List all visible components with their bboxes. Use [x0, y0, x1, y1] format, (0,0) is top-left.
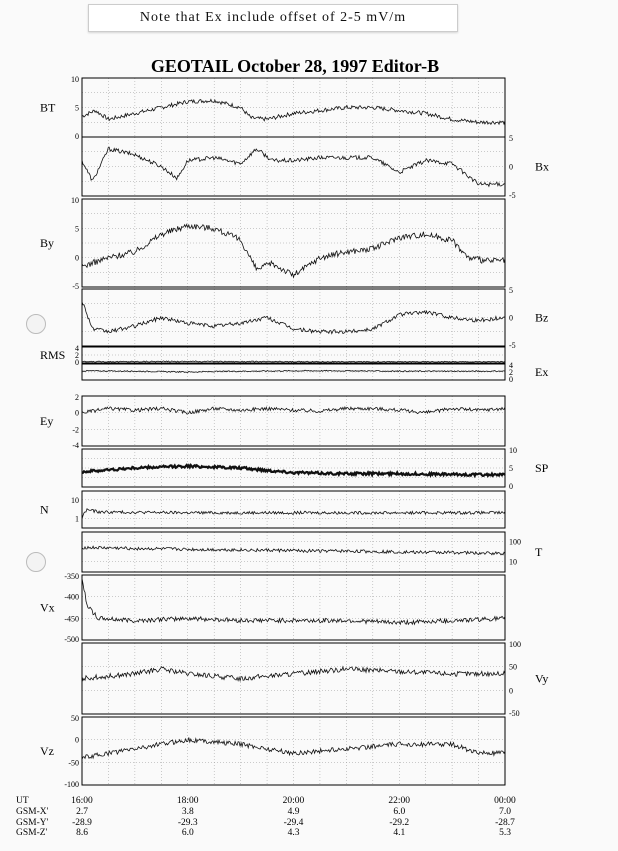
tick-label: 100 — [509, 640, 521, 649]
panel-vz — [40, 714, 505, 789]
tick-label: 0 — [75, 735, 79, 745]
footer-value: 20:00 — [282, 796, 305, 806]
tick-label: 0 — [509, 162, 513, 172]
panel-name-label: SP — [535, 461, 549, 475]
tick-label: -5 — [509, 191, 516, 200]
tick-label: 10 — [71, 196, 79, 205]
tick-label: -5 — [509, 341, 516, 350]
footer-value: -28.7 — [495, 818, 515, 828]
footer-value: -28.9 — [72, 818, 92, 828]
tick-label: 5 — [75, 103, 79, 113]
footer-value: 6.0 — [393, 807, 406, 817]
panel-name-label: T — [535, 545, 543, 559]
footer-row-label: GSM-X' — [16, 807, 49, 817]
x-axis-footer — [16, 796, 516, 838]
tick-label: 5 — [509, 464, 513, 473]
footer-value: 4.9 — [287, 807, 300, 817]
footer-value: 00:00 — [494, 796, 516, 806]
tick-label: 10 — [71, 495, 79, 505]
panel-vy — [82, 640, 548, 718]
tick-label: 10 — [71, 75, 79, 84]
tick-label: 10 — [509, 557, 517, 567]
tick-label: 50 — [71, 714, 79, 723]
tick-label: -400 — [64, 592, 79, 602]
series-line-rms — [82, 361, 505, 362]
panel-name-label: N — [40, 502, 49, 517]
tick-label: 0 — [75, 358, 79, 367]
footer-value: -29.3 — [177, 818, 198, 828]
tick-label: -50 — [68, 758, 79, 768]
tick-label: 0 — [509, 686, 513, 696]
note-label: Note that Ex include offset of 2-5 mV/m — [88, 4, 458, 32]
tick-label: -2 — [72, 425, 79, 435]
tick-label: 0 — [509, 482, 513, 491]
panel-name-label: By — [40, 236, 55, 250]
tick-label: -100 — [64, 780, 79, 789]
footer-value: 7.0 — [499, 807, 511, 817]
tick-label: 5 — [509, 286, 513, 295]
panel-ey — [40, 393, 505, 450]
tick-label: 2 — [75, 351, 79, 360]
footer-value: 4.3 — [287, 828, 300, 838]
panel-by — [40, 196, 505, 291]
tick-label: 10 — [509, 446, 517, 455]
footer-value: -29.2 — [389, 818, 410, 828]
tick-label: 1 — [75, 514, 79, 524]
panel-n — [40, 491, 505, 528]
tick-label: -350 — [64, 572, 79, 581]
panel-name-label: Vy — [535, 671, 549, 686]
panel-bt — [40, 75, 505, 141]
panel-sp — [82, 446, 549, 491]
tick-label: 50 — [509, 662, 517, 672]
tick-label: -50 — [509, 709, 520, 718]
panels — [40, 75, 549, 789]
tick-label: -450 — [64, 614, 79, 624]
panel-name-label: Vz — [40, 744, 54, 758]
tick-label: 4 — [509, 361, 513, 370]
tick-label: 0 — [509, 375, 513, 384]
panel-bx — [82, 134, 549, 200]
footer-value: 5.3 — [499, 828, 511, 838]
tick-label: 2 — [75, 393, 79, 402]
footer-value: 3.8 — [181, 807, 194, 817]
panel-vx — [40, 572, 505, 644]
tick-label: 4 — [75, 344, 79, 353]
series-line-ey — [82, 407, 505, 414]
panel-t — [82, 532, 543, 572]
tick-label: -500 — [64, 635, 79, 644]
tick-label: 0 — [75, 253, 79, 263]
footer-value: 22:00 — [388, 796, 411, 806]
footer-value: 18:00 — [176, 796, 199, 806]
footer-value: 4.1 — [393, 828, 406, 838]
panel-ex — [82, 361, 548, 384]
tick-label: 0 — [509, 313, 513, 323]
panel-name-label: Ey — [40, 414, 54, 428]
tick-label: -4 — [72, 441, 79, 450]
footer-row-label: GSM-Y' — [16, 818, 49, 828]
series-line-n — [82, 509, 505, 519]
footer-value: 8.6 — [76, 828, 88, 838]
tick-label: 5 — [75, 224, 79, 234]
panel-name-label: BT — [40, 100, 56, 115]
footer-value: -29.4 — [283, 818, 304, 828]
panel-bz — [82, 286, 548, 350]
tick-label: 0 — [75, 408, 79, 418]
footer-value: 16:00 — [71, 796, 93, 806]
tick-label: 100 — [509, 537, 521, 547]
tick-label: -5 — [72, 282, 79, 291]
panel-name-label: RMS — [40, 348, 66, 362]
footer-row-label: UT — [16, 796, 29, 806]
tick-label: 2 — [509, 368, 513, 377]
panel-name-label: Ex — [535, 365, 549, 379]
footer-value: 6.0 — [181, 828, 194, 838]
panel-name-label: Vx — [40, 600, 55, 615]
footer-value: 2.7 — [76, 807, 88, 817]
panel-name-label: Bx — [535, 159, 550, 174]
chart-title: GEOTAIL October 28, 1997 Editor-B — [150, 56, 440, 76]
tick-label: 5 — [509, 134, 513, 143]
footer-row-label: GSM-Z' — [16, 828, 48, 838]
tick-label: 0 — [75, 132, 79, 141]
panel-name-label: Bz — [535, 310, 549, 325]
